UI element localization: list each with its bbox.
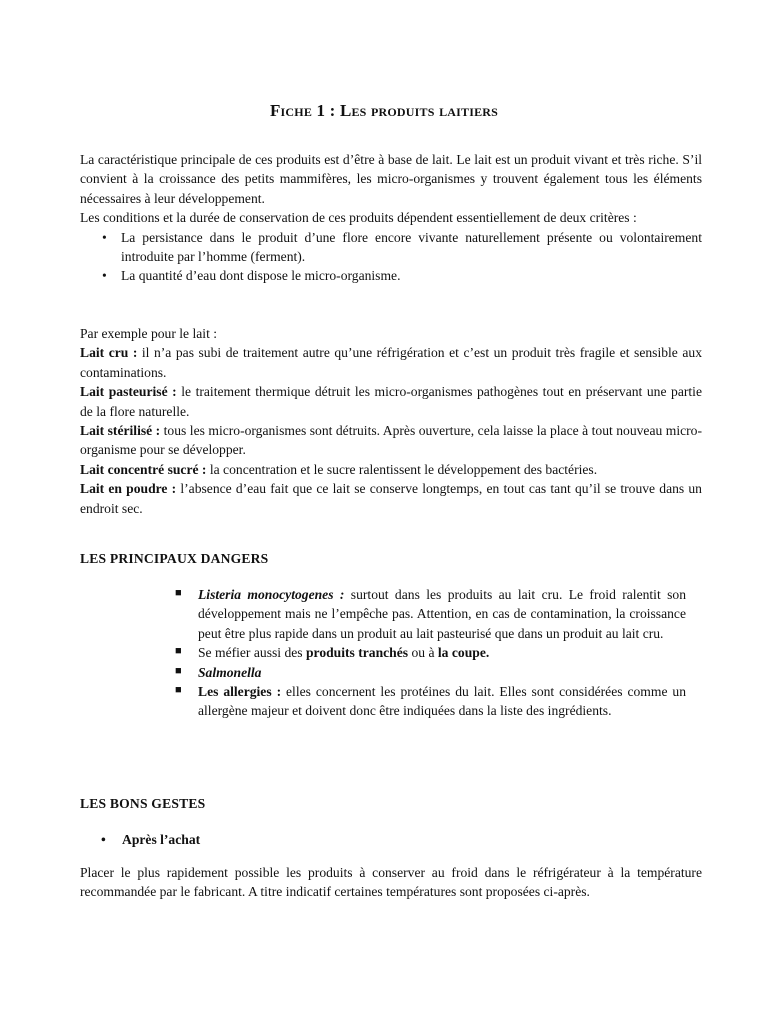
square-bullet-icon: ■ [175,684,182,697]
list-item: ■ Les allergies : elles concernent les protéines du lait. Elles sont considérées comme un allergène majeur et doivent donc être indiquées dans la liste des ingrédients. [172,682,686,721]
list-item: • La persistance dans le produit d’une flore encore vivante naturellement présente ou volontairement introduite par l’homme (ferment). [102,229,702,265]
dangers-list [172,585,686,721]
list-item: ■ Salmonella [172,663,686,682]
bullet-icon: • [102,268,107,284]
gestures-heading: LES BONS GESTES [80,796,206,811]
milk-type-condensed: Lait concentré sucré : la concentration et le sucre ralentissent le développement des bactéries. [80,461,598,477]
intro-paragraph: La caractéristique principale de ces produits est d’être à base de lait. Le lait est un produit vivant et très riche. S’il convient à la croissance des petits mammifères, les micro-organismes y trouvent également tous les éléments nécessaires à leur développement. [80,152,702,206]
dangers-heading: LES PRINCIPAUX DANGERS [80,551,269,566]
square-bullet-icon: ■ [175,664,182,677]
bullet-icon: • [102,229,107,245]
milk-intro: Par exemple pour le lait : [80,326,218,341]
gestures-paragraph: Placer le plus rapidement possible les produits à conserver au froid dans le réfrigérateur à la température recommandée par le fabricant. A titre indicatif certaines températures sont proposées ci-après. [80,865,702,900]
conditions-paragraph: Les conditions et la durée de conservation de ces produits dépendent essentiellement de deux critères : [80,210,637,226]
list-item: ■ Se méfier aussi des produits tranchés ou à la coupe. [172,643,686,662]
milk-type-pasteurized: Lait pasteurisé : le traitement thermique détruit les micro-organismes pathogènes tout en préservant une partie de la flore naturelle. [80,384,702,419]
page-title: Fiche 1 : Les produits laitiers [269,101,499,120]
after-purchase-subheading: • Après l’achat [122,830,522,849]
milk-type-raw: Lait cru : il n’a pas subi de traitement autre qu’une réfrigération et c’est un produit très fragile et sensible aux contaminations. [80,345,702,380]
bullet-icon: • [101,832,106,847]
milk-type-powder: Lait en poudre : l’absence d’eau fait que ce lait se conserve longtemps, en tout cas tant qu’il se trouve dans un endroit sec. [80,481,702,516]
milk-type-sterilized: Lait stérilisé : tous les micro-organismes sont détruits. Après ouverture, cela laisse la place à tout nouveau micro-organisme pour se développer. [80,423,703,458]
square-bullet-icon: ■ [175,645,182,658]
criteria-list [80,228,702,286]
list-item: • La quantité d’eau dont dispose le micro-organisme. [80,266,702,285]
milk-section [80,324,702,518]
square-bullet-icon: ■ [175,587,182,599]
intro-section [80,150,702,286]
list-item: ■ Listeria monocytogenes : surtout dans les produits au lait cru. Le froid ralentit son développement mais ne l’empêche pas. Attention, en cas de contamination, la croissance peut être plus rapide dans un produit au lait pasteurisé que dans un produit au lait cru. [172,585,686,643]
